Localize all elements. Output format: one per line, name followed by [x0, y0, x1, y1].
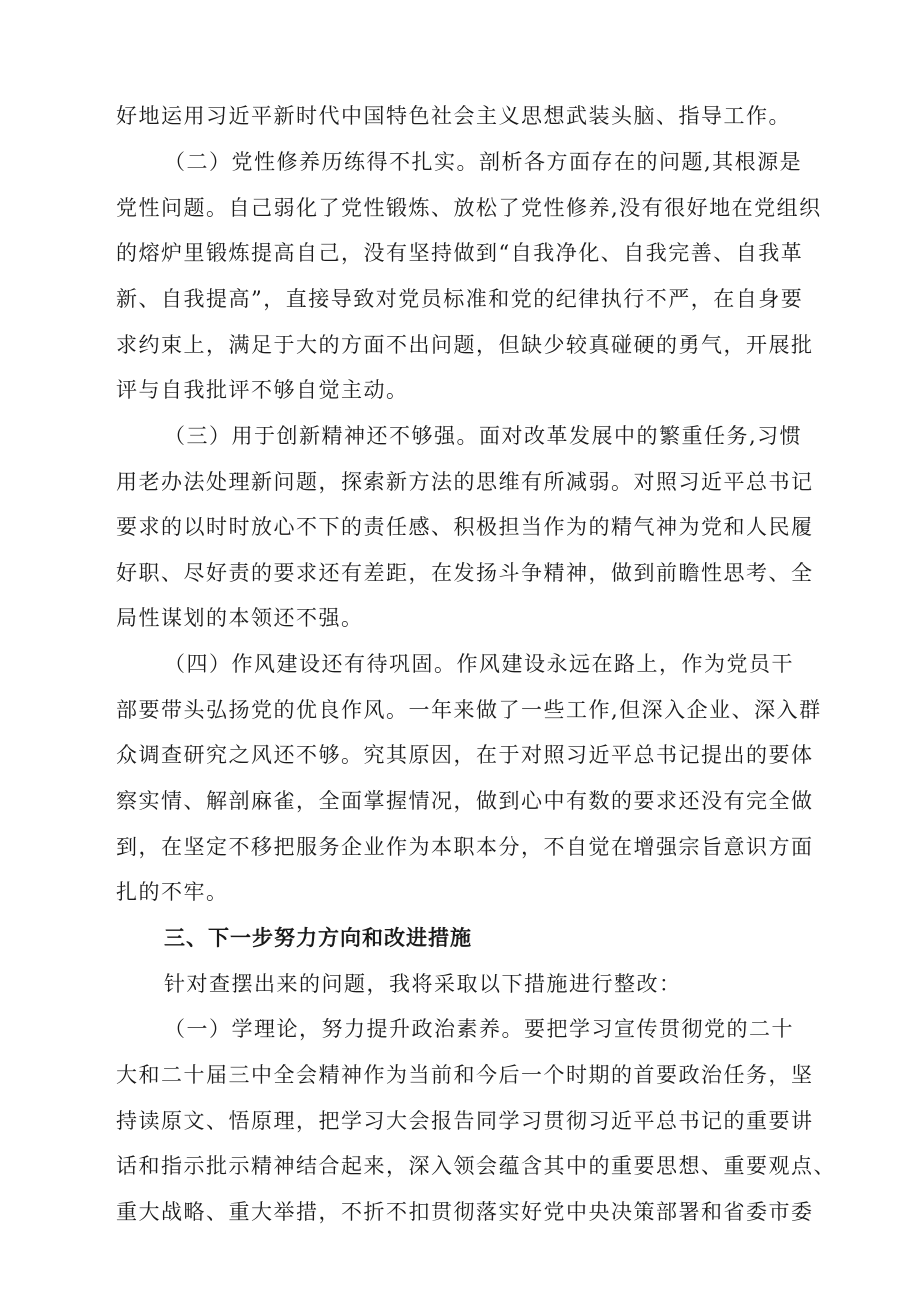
- text-line: 评与自我批评不够自觉主动。: [116, 378, 409, 402]
- text-line: 好地运用习近平新时代中国特色社会主义思想武装头脑、指导工作。: [116, 104, 791, 128]
- text-line: 扎的不牢。: [116, 880, 229, 904]
- text-line: 党性问题。自己弱化了党性锻炼、放松了党性修养,没有很好地在党组织: [116, 196, 822, 220]
- paragraph-2-start: （二）党性修养历练得不扎实。剖析各方面存在的问题,其根源是: [164, 150, 803, 174]
- text-line: 好职、尽好责的要求还有差距，在发扬斗争精神，做到前瞻性思考、全: [116, 561, 814, 585]
- section-intro: 针对查摆出来的问题，我将采取以下措施进行整改：: [164, 972, 682, 996]
- text-line: 话和指示批示精神结合起来，深入领会蕴含其中的重要思想、重要观点、: [116, 1154, 836, 1178]
- paragraph-5-start: （一）学理论，努力提升政治素养。要把学习宣传贯彻党的二十: [164, 1017, 794, 1041]
- text-line: 要求的以时时放心不下的责任感、积极担当作为的精气神为党和人民履: [116, 515, 814, 539]
- text-line: 大和二十届三中全会精神作为当前和今后一个时期的首要政治任务，坚: [116, 1063, 814, 1087]
- paragraph-3-start: （三）用于创新精神还不够强。面对改革发展中的繁重任务,习惯: [164, 424, 803, 448]
- paragraph-4-start: （四）作风建设还有待巩固。作风建设永远在路上，作为党员干: [164, 652, 794, 676]
- text-line: 持读原文、悟原理，把学习大会报告同学习贯彻习近平总书记的重要讲: [116, 1109, 814, 1133]
- text-line: 重大战略、重大举措，不折不扣贯彻落实好党中央决策部署和省委市委: [116, 1200, 814, 1224]
- text-line: 新、自我提高”，直接导致对党员标准和党的纪律执行不严，在自身要: [116, 287, 804, 311]
- text-line: 部要带头弘扬党的优良作风。一年来做了一些工作,但深入企业、深入群: [116, 698, 822, 722]
- text-line: 察实情、解剖麻雀，全面掌握情况，做到心中有数的要求还没有完全做: [116, 789, 814, 813]
- text-line: 局性谋划的本领还不强。: [116, 606, 364, 630]
- text-line: 到，在坚定不移把服务企业作为本职本分，不自觉在增强宗旨意识方面: [116, 835, 814, 859]
- text-line: 求约束上，满足于大的方面不出问题，但缺少较真碰硬的勇气，开展批: [116, 333, 814, 357]
- text-line: 用老办法处理新问题，探索新方法的思维有所减弱。对照习近平总书记: [116, 470, 814, 494]
- section-heading: 三、下一步努力方向和改进措施: [164, 926, 472, 950]
- text-line: 的熔炉里锻炼提高自己，没有坚持做到“自我净化、自我完善、自我革: [116, 241, 804, 265]
- text-line: 众调查研究之风还不够。究其原因，在于对照习近平总书记提出的要体: [116, 743, 814, 767]
